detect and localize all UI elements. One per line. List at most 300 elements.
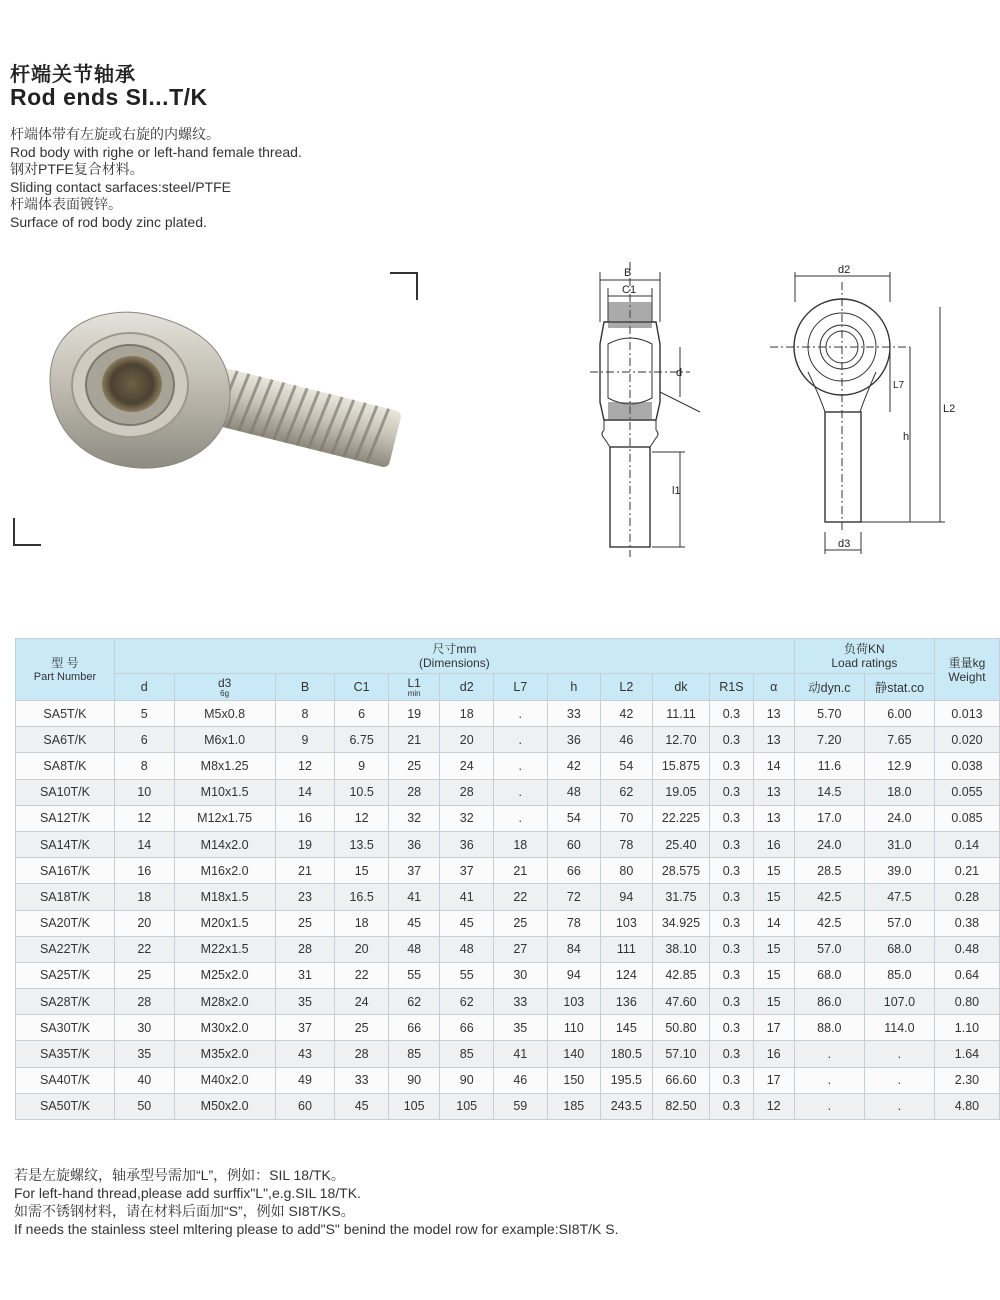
description-line: Surface of rod body zinc plated. — [10, 213, 207, 230]
description-line: 杆端体带有左旋或右旋的内螺纹。 — [10, 126, 220, 142]
table-row — [16, 831, 1000, 857]
table-cell: 12 — [335, 805, 389, 831]
table-cell: 11.6 — [794, 753, 864, 779]
table-cell: 9 — [275, 727, 335, 753]
table-cell: 0.3 — [710, 831, 753, 857]
table-cell: M18x1.5 — [174, 884, 275, 910]
label-h: h — [903, 431, 910, 443]
table-cell: SA35T/K — [16, 1041, 115, 1067]
table-cell: 21 — [388, 727, 440, 753]
table-cell: 1.10 — [934, 1015, 999, 1041]
table-cell: 17.0 — [794, 805, 864, 831]
table-cell: 25 — [388, 753, 440, 779]
table-cell: 24.0 — [864, 805, 934, 831]
header-dimensions: 尺寸mm (Dimensions) — [114, 639, 794, 674]
table-cell: 90 — [388, 1067, 440, 1093]
table-cell: 0.3 — [710, 1093, 753, 1119]
table-cell: 18 — [440, 701, 494, 727]
description-line: Sliding contact sarfaces:steel/PTFE — [10, 178, 231, 195]
label-l1: l1 — [672, 485, 681, 497]
label-d: d — [676, 367, 683, 379]
table-cell: 0.3 — [710, 779, 753, 805]
table-cell: 19 — [388, 701, 440, 727]
label-L7: L7 — [893, 380, 905, 391]
table-cell: 32 — [388, 805, 440, 831]
table-cell: 90 — [440, 1067, 494, 1093]
table-cell: 14 — [753, 753, 794, 779]
table-cell: . — [493, 779, 547, 805]
table-cell: 12 — [275, 753, 335, 779]
table-cell: 180.5 — [601, 1041, 653, 1067]
table-cell: 110 — [547, 1015, 601, 1041]
table-cell: 19 — [275, 831, 335, 857]
page-title-en: Rod ends SI...T/K — [10, 84, 208, 110]
table-cell: . — [794, 1067, 864, 1093]
table-cell: 24 — [335, 989, 389, 1015]
table-cell: 41 — [440, 884, 494, 910]
table-cell: 136 — [601, 989, 653, 1015]
table-cell: 105 — [440, 1093, 494, 1119]
col-alpha: α — [753, 674, 794, 701]
table-cell: 0.3 — [710, 936, 753, 962]
table-cell: 13 — [753, 805, 794, 831]
table-cell: 55 — [440, 962, 494, 988]
table-cell: 15 — [753, 989, 794, 1015]
table-cell: 62 — [601, 779, 653, 805]
table-cell: 0.3 — [710, 910, 753, 936]
table-cell: M20x1.5 — [174, 910, 275, 936]
table-row — [16, 884, 1000, 910]
table-cell: SA30T/K — [16, 1015, 115, 1041]
col-d3: d3 6g — [174, 674, 275, 701]
table-cell: M16x2.0 — [174, 858, 275, 884]
spec-table-body — [16, 701, 1000, 1120]
table-cell: 0.64 — [934, 962, 999, 988]
table-cell: 9 — [335, 753, 389, 779]
table-cell: 11.11 — [652, 701, 710, 727]
table-cell: 10 — [114, 779, 174, 805]
table-cell: 46 — [493, 1067, 547, 1093]
table-row — [16, 910, 1000, 936]
table-row — [16, 805, 1000, 831]
table-cell: 15 — [753, 962, 794, 988]
table-cell: 40 — [114, 1067, 174, 1093]
table-row — [16, 858, 1000, 884]
front-view-drawing — [760, 262, 980, 562]
table-cell: 13.5 — [335, 831, 389, 857]
table-cell: 0.085 — [934, 805, 999, 831]
table-cell: M22x1.5 — [174, 936, 275, 962]
table-cell: 0.14 — [934, 831, 999, 857]
table-cell: 25 — [493, 910, 547, 936]
description-line: Rod body with righe or left-hand female thread. — [10, 143, 302, 160]
table-cell: 27 — [493, 936, 547, 962]
table-cell: 42.85 — [652, 962, 710, 988]
table-cell: 37 — [275, 1015, 335, 1041]
table-cell: 28.575 — [652, 858, 710, 884]
table-cell: 60 — [547, 831, 601, 857]
table-cell: 1.64 — [934, 1041, 999, 1067]
table-cell: 12.70 — [652, 727, 710, 753]
table-cell: . — [794, 1093, 864, 1119]
table-cell: 54 — [601, 753, 653, 779]
table-cell: M5x0.8 — [174, 701, 275, 727]
table-cell: 48 — [440, 936, 494, 962]
table-cell: 16 — [114, 858, 174, 884]
table-cell: 0.80 — [934, 989, 999, 1015]
rod-end-photo — [30, 300, 420, 480]
table-row — [16, 989, 1000, 1015]
table-cell: 12.9 — [864, 753, 934, 779]
table-cell: M10x1.5 — [174, 779, 275, 805]
table-cell: 20 — [114, 910, 174, 936]
label-C1: C1 — [622, 284, 637, 296]
table-cell: 5.70 — [794, 701, 864, 727]
table-cell: 0.055 — [934, 779, 999, 805]
col-d: d — [114, 674, 174, 701]
table-cell: 57.0 — [794, 936, 864, 962]
table-cell: 35 — [275, 989, 335, 1015]
table-cell: 0.3 — [710, 701, 753, 727]
table-cell: 28 — [114, 989, 174, 1015]
header-weight: 重量kg Weight — [934, 639, 999, 701]
table-cell: 0.020 — [934, 727, 999, 753]
table-cell: 72 — [547, 884, 601, 910]
note-line: If needs the stainless steel mltering please to add"S" benind the model row for example:SI8T/K S. — [14, 1221, 619, 1237]
table-cell: M30x2.0 — [174, 1015, 275, 1041]
table-cell: 17 — [753, 1015, 794, 1041]
table-cell: . — [493, 727, 547, 753]
table-cell: SA16T/K — [16, 858, 115, 884]
table-cell: 8 — [114, 753, 174, 779]
table-cell: 16 — [753, 831, 794, 857]
side-view-drawing — [560, 262, 720, 562]
table-cell: 7.20 — [794, 727, 864, 753]
table-cell: 25 — [335, 1015, 389, 1041]
table-cell: 0.3 — [710, 1015, 753, 1041]
table-cell: 28 — [440, 779, 494, 805]
table-cell: 70 — [601, 805, 653, 831]
table-cell: 42.5 — [794, 910, 864, 936]
spec-table — [15, 638, 1000, 1120]
table-cell: 28.5 — [794, 858, 864, 884]
table-cell: 0.3 — [710, 989, 753, 1015]
table-cell: 7.65 — [864, 727, 934, 753]
table-cell: 0.3 — [710, 805, 753, 831]
table-cell: 185 — [547, 1093, 601, 1119]
table-cell: 22 — [493, 884, 547, 910]
table-cell: . — [493, 753, 547, 779]
table-cell: . — [864, 1041, 934, 1067]
label-d3: d3 — [838, 538, 851, 550]
table-cell: 0.3 — [710, 962, 753, 988]
table-cell: 57.10 — [652, 1041, 710, 1067]
table-cell: 82.50 — [652, 1093, 710, 1119]
table-cell: 37 — [440, 858, 494, 884]
table-cell: . — [864, 1093, 934, 1119]
table-cell: 15 — [753, 884, 794, 910]
table-cell: SA12T/K — [16, 805, 115, 831]
table-cell: 14 — [275, 779, 335, 805]
table-cell: 140 — [547, 1041, 601, 1067]
table-cell: 66 — [388, 1015, 440, 1041]
table-cell: 18.0 — [864, 779, 934, 805]
table-cell: 0.3 — [710, 884, 753, 910]
table-cell: 88.0 — [794, 1015, 864, 1041]
table-cell: 42 — [547, 753, 601, 779]
table-cell: 85 — [388, 1041, 440, 1067]
table-cell: 15 — [753, 936, 794, 962]
table-cell: 15.875 — [652, 753, 710, 779]
table-cell: 13 — [753, 701, 794, 727]
table-cell: 60 — [275, 1093, 335, 1119]
table-cell: 66.60 — [652, 1067, 710, 1093]
table-cell: 57.0 — [864, 910, 934, 936]
table-cell: 66 — [547, 858, 601, 884]
table-cell: 33 — [335, 1067, 389, 1093]
table-cell: 0.3 — [710, 727, 753, 753]
col-B: B — [275, 674, 335, 701]
table-cell: 18 — [114, 884, 174, 910]
table-cell: 84 — [547, 936, 601, 962]
table-cell: 105 — [388, 1093, 440, 1119]
table-row — [16, 727, 1000, 753]
table-cell: 78 — [601, 831, 653, 857]
table-cell: 12 — [753, 1093, 794, 1119]
table-cell: 14.5 — [794, 779, 864, 805]
table-cell: . — [864, 1067, 934, 1093]
table-cell: 36 — [547, 727, 601, 753]
table-cell: 21 — [275, 858, 335, 884]
table-cell: 13 — [753, 779, 794, 805]
table-row — [16, 962, 1000, 988]
table-cell: M6x1.0 — [174, 727, 275, 753]
table-cell: 0.3 — [710, 1041, 753, 1067]
table-cell: 46 — [601, 727, 653, 753]
table-cell: 38.10 — [652, 936, 710, 962]
table-cell: 17 — [753, 1067, 794, 1093]
table-cell: 50 — [114, 1093, 174, 1119]
table-cell: 25.40 — [652, 831, 710, 857]
description-line: 杆端体表面镀锌。 — [10, 196, 122, 212]
col-L7: L7 — [493, 674, 547, 701]
table-cell: 80 — [601, 858, 653, 884]
table-cell: 124 — [601, 962, 653, 988]
table-cell: SA20T/K — [16, 910, 115, 936]
note-line: 若是左旋螺纹，轴承型号需加“L”，例如：SIL 18/TK。 — [14, 1167, 345, 1183]
label-B: B — [624, 267, 632, 279]
table-cell: 20 — [440, 727, 494, 753]
col-dk: dk — [652, 674, 710, 701]
table-cell: 0.38 — [934, 910, 999, 936]
table-cell: SA50T/K — [16, 1093, 115, 1119]
table-cell: 94 — [601, 884, 653, 910]
table-cell: 34.925 — [652, 910, 710, 936]
table-cell: 31.75 — [652, 884, 710, 910]
table-cell: 103 — [547, 989, 601, 1015]
table-cell: 6.75 — [335, 727, 389, 753]
table-cell: 45 — [440, 910, 494, 936]
table-cell: M35x2.0 — [174, 1041, 275, 1067]
note-line: 如需不锈钢材料，请在材料后面加“S”，例如 SI8T/KS。 — [14, 1203, 355, 1219]
table-cell: 15 — [753, 858, 794, 884]
table-cell: 47.60 — [652, 989, 710, 1015]
table-cell: 31.0 — [864, 831, 934, 857]
table-cell: 62 — [440, 989, 494, 1015]
table-cell: 54 — [547, 805, 601, 831]
table-cell: SA14T/K — [16, 831, 115, 857]
table-cell: 16 — [753, 1041, 794, 1067]
table-cell: 28 — [335, 1041, 389, 1067]
photo-frame-corner-top-right — [390, 272, 418, 300]
table-cell: 36 — [388, 831, 440, 857]
col-R1s: R1S — [710, 674, 753, 701]
table-cell: 47.5 — [864, 884, 934, 910]
table-cell: 0.3 — [710, 753, 753, 779]
header-load-ratings: 负荷KN Load ratings — [794, 639, 934, 674]
photo-frame-corner-bottom-left — [13, 518, 41, 546]
table-cell: 16.5 — [335, 884, 389, 910]
table-row — [16, 1067, 1000, 1093]
table-cell: 43 — [275, 1041, 335, 1067]
table-cell: SA18T/K — [16, 884, 115, 910]
table-cell: 37 — [388, 858, 440, 884]
table-cell: 50.80 — [652, 1015, 710, 1041]
col-L2: L2 — [601, 674, 653, 701]
table-cell: SA28T/K — [16, 989, 115, 1015]
table-cell: 13 — [753, 727, 794, 753]
description-line: 钢对PTFE复合材料。 — [10, 161, 144, 177]
col-d2: d2 — [440, 674, 494, 701]
table-cell: 0.21 — [934, 858, 999, 884]
page-title-cn: 杆端关节轴承 — [10, 64, 136, 86]
table-cell: 78 — [547, 910, 601, 936]
table-cell: 114.0 — [864, 1015, 934, 1041]
table-cell: 145 — [601, 1015, 653, 1041]
table-cell: 59 — [493, 1093, 547, 1119]
table-cell: 25 — [114, 962, 174, 988]
table-cell: M28x2.0 — [174, 989, 275, 1015]
table-cell: 103 — [601, 910, 653, 936]
table-row — [16, 753, 1000, 779]
table-cell: 68.0 — [794, 962, 864, 988]
table-cell: 86.0 — [794, 989, 864, 1015]
table-cell: SA40T/K — [16, 1067, 115, 1093]
table-cell: M14x2.0 — [174, 831, 275, 857]
table-cell: SA10T/K — [16, 779, 115, 805]
table-cell: 243.5 — [601, 1093, 653, 1119]
notes — [14, 1166, 619, 1238]
table-cell: SA6T/K — [16, 727, 115, 753]
table-cell: 68.0 — [864, 936, 934, 962]
table-cell: 48 — [388, 936, 440, 962]
table-cell: 45 — [335, 1093, 389, 1119]
table-cell: 28 — [388, 779, 440, 805]
col-C1: C1 — [335, 674, 389, 701]
table-cell: 8 — [275, 701, 335, 727]
table-cell: 21 — [493, 858, 547, 884]
table-cell: 19.05 — [652, 779, 710, 805]
table-cell: 15 — [335, 858, 389, 884]
table-cell: 85 — [440, 1041, 494, 1067]
table-cell: 24.0 — [794, 831, 864, 857]
table-cell: 39.0 — [864, 858, 934, 884]
table-cell: 0.3 — [710, 858, 753, 884]
table-cell: 0.038 — [934, 753, 999, 779]
table-cell: 85.0 — [864, 962, 934, 988]
table-cell: 41 — [388, 884, 440, 910]
table-cell: 18 — [335, 910, 389, 936]
table-cell: 111 — [601, 936, 653, 962]
table-cell: 41 — [493, 1041, 547, 1067]
table-cell: M50x2.0 — [174, 1093, 275, 1119]
table-cell: 20 — [335, 936, 389, 962]
table-cell: . — [794, 1041, 864, 1067]
table-row — [16, 1041, 1000, 1067]
table-cell: 49 — [275, 1067, 335, 1093]
table-cell: 14 — [753, 910, 794, 936]
table-cell: 4.80 — [934, 1093, 999, 1119]
table-cell: 107.0 — [864, 989, 934, 1015]
table-cell: 24 — [440, 753, 494, 779]
table-row — [16, 936, 1000, 962]
table-cell: 36 — [440, 831, 494, 857]
table-row — [16, 701, 1000, 727]
table-cell: 33 — [547, 701, 601, 727]
table-cell: 14 — [114, 831, 174, 857]
table-cell: 150 — [547, 1067, 601, 1093]
table-cell: 25 — [275, 910, 335, 936]
label-d2: d2 — [838, 264, 851, 276]
table-cell: 22 — [335, 962, 389, 988]
table-cell: 16 — [275, 805, 335, 831]
table-cell: 30 — [114, 1015, 174, 1041]
table-cell: 62 — [388, 989, 440, 1015]
table-cell: SA8T/K — [16, 753, 115, 779]
table-cell: . — [493, 701, 547, 727]
table-cell: 45 — [388, 910, 440, 936]
col-stat: 静stat.co — [864, 674, 934, 701]
table-cell: 0.013 — [934, 701, 999, 727]
table-cell: 0.3 — [710, 1067, 753, 1093]
table-cell: 10.5 — [335, 779, 389, 805]
col-h: h — [547, 674, 601, 701]
table-cell: 42.5 — [794, 884, 864, 910]
table-cell: SA25T/K — [16, 962, 115, 988]
table-cell: M40x2.0 — [174, 1067, 275, 1093]
table-cell: 18 — [493, 831, 547, 857]
table-cell: 0.28 — [934, 884, 999, 910]
table-cell: 35 — [114, 1041, 174, 1067]
table-cell: M8x1.25 — [174, 753, 275, 779]
table-cell: 22.225 — [652, 805, 710, 831]
table-cell: 195.5 — [601, 1067, 653, 1093]
table-cell: 94 — [547, 962, 601, 988]
table-cell: 42 — [601, 701, 653, 727]
table-cell: 66 — [440, 1015, 494, 1041]
table-cell: 32 — [440, 805, 494, 831]
table-cell: 0.48 — [934, 936, 999, 962]
header-part-number: 型 号 Part Number — [16, 639, 115, 701]
table-row — [16, 1015, 1000, 1041]
table-cell: 55 — [388, 962, 440, 988]
table-cell: M12x1.75 — [174, 805, 275, 831]
table-cell: 6.00 — [864, 701, 934, 727]
note-line: For left-hand thread,please add surffix"L",e.g.SIL 18/TK. — [14, 1185, 361, 1201]
table-cell: 33 — [493, 989, 547, 1015]
table-cell: 6 — [114, 727, 174, 753]
table-cell: 31 — [275, 962, 335, 988]
